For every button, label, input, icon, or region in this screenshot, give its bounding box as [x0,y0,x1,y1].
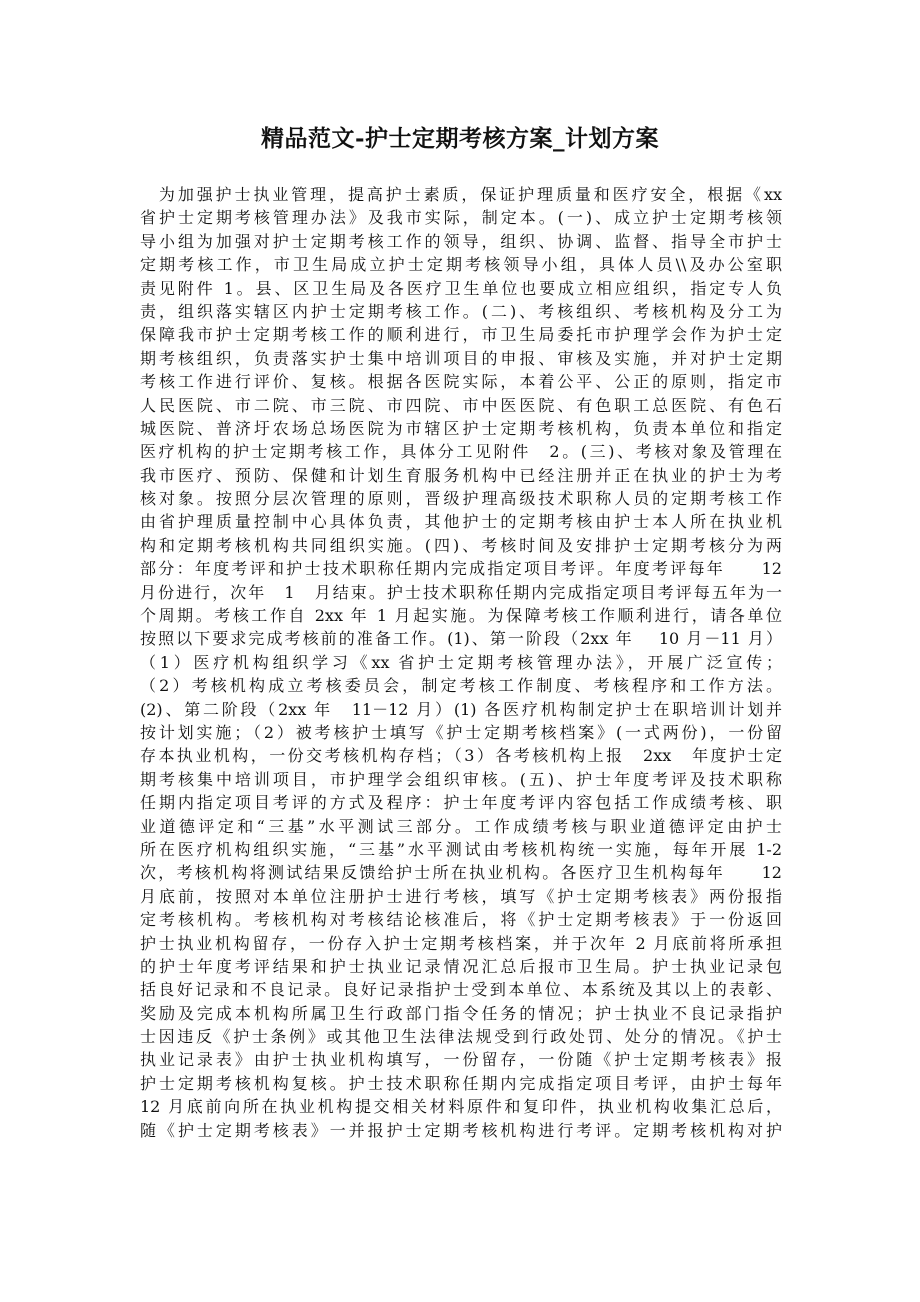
text-line: 括良好记录和不良记录。良好记录指护士受到本单位、本系统及其以上的表彰、 [140,980,782,1000]
text-line: 奖励及完成本机构所属卫生行政部门指令任务的情况；护士执业不良记录指护 [140,1003,782,1023]
text-line: 定期考核工作，市卫生局成立护士定期考核领导小组，具体人员\\及办公室职 [140,255,782,275]
text-line: 为加强护士执业管理，提高护士素质，保证护理质量和医疗安全，根据《xx [140,185,782,204]
text-line: 我市医疗、预防、保健和计划生育服务机构中已经注册并正在执业的护士为考 [140,465,782,485]
text-line: 所在医疗机构组织实施，“三基”水平测试由考核机构统一实施，每年开展 1-2 [140,839,782,859]
text-line: 月底前，按照对本单位注册护士进行考核，填写《护士定期考核表》两份报指 [140,886,782,906]
text-line: （2）考核机构成立考核委员会，制定考核工作制度、考核程序和工作方法。 [140,676,782,696]
text-line: 核对象。按照分层次管理的原则，晋级护理高级技术职称人员的定期考核工作 [140,489,782,509]
text-line: 按照以下要求完成考核前的准备工作。(1)、第一阶段（2xx 年 10 月－11 月） [140,629,782,649]
text-line: 责，组织落实辖区内护士定期考核工作。(二)、考核组织、考核机构及分工为 [140,301,782,321]
text-line: (2)、第二阶段（2xx 年 11－12 月）(1) 各医疗机构制定护士在职培训计划并 [140,699,782,719]
text-line: 由省护理质量控制中心具体负责，其他护士的定期考核由护士本人所在执业机 [140,512,782,532]
text-line: 省护士定期考核管理办法》及我市实际，制定本。(一)、成立护士定期考核领 [140,208,782,228]
text-line: 构和定期考核机构共同组织实施。(四)、考核时间及安排护士定期考核分为两 [140,535,782,555]
text-line: 个周期。考核工作自 2xx 年 1 月起实施。为保障考核工作顺利进行，请各单位 [140,606,782,626]
document-body [140,183,782,1142]
text-line: （1）医疗机构组织学习《xx 省护士定期考核管理办法》，开展广泛宣传； [140,652,782,672]
text-line: 医疗机构的护士定期考核工作，具体分工见附件 2。(三)、考核对象及管理在 [140,442,782,462]
text-line: 士因违反《护士条例》或其他卫生法律法规受到行政处罚、处分的情况。《护士 [140,1027,782,1047]
text-line: 的护士年度考评结果和护士执业记录情况汇总后报市卫生局。护士执业记录包 [140,956,782,976]
text-line: 月份进行，次年 1 月结束。护士技术职称任期内完成指定项目考评每五年为一 [140,582,782,602]
text-line: 城医院、普济圩农场总场医院为市辖区护士定期考核机构，负责本单位和指定 [140,418,782,438]
text-line: 按计划实施；（2）被考核护士填写《护士定期考核档案》(一式两份)，一份留 [140,722,782,742]
text-line: 定考核机构。考核机构对考核结论核准后，将《护士定期考核表》于一份返回 [140,910,782,930]
text-line: 12 月底前向所在执业机构提交相关材料原件和复印件，执业机构收集汇总后， [140,1097,782,1117]
text-line: 次，考核机构将测试结果反馈给护士所在执业机构。各医疗卫生机构每年 12 [140,863,782,883]
text-line: 期考核集中培训项目，市护理学会组织审核。(五)、护士年度考评及技术职称 [140,769,782,789]
text-line: 业道德评定和“三基”水平测试三部分。工作成绩考核与职业道德评定由护士 [140,816,782,836]
text-line: 存本执业机构，一份交考核机构存档；（3）各考核机构上报 2xx 年度护士定 [140,746,782,766]
text-line: 期考核组织，负责落实护士集中培训项目的申报、审核及实施，并对护士定期 [140,348,782,368]
text-line: 随《护士定期考核表》一并报护士定期考核机构进行考评。定期考核机构对护 [140,1120,782,1140]
text-line: 部分：年度考评和护士技术职称任期内完成指定项目考评。年度考评每年 12 [140,559,782,579]
text-line: 任期内指定项目考评的方式及程序：护士年度考评内容包括工作成绩考核、职 [140,793,782,813]
text-line: 人民医院、市二院、市三院、市四院、市中医医院、有色职工总医院、有色石 [140,395,782,415]
text-line: 责见附件 1。县、区卫生局及各医疗卫生单位也要成立相应组织，指定专人负 [140,278,782,298]
text-line: 导小组为加强对护士定期考核工作的领导，组织、协调、监督、指导全市护士 [140,231,782,251]
text-line: 保障我市护士定期考核工作的顺利进行，市卫生局委托市护理学会作为护士定 [140,325,782,345]
text-line: 考核工作进行评价、复核。根据各医院实际，本着公平、公正的原则，指定市 [140,372,782,392]
text-line: 护士执业机构留存，一份存入护士定期考核档案，并于次年 2 月底前将所承担 [140,933,782,953]
document-title: 精品范文-护士定期考核方案_计划方案 [260,125,660,152]
text-line: 执业记录表》由护士执业机构填写，一份留存，一份随《护士定期考核表》报 [140,1050,782,1070]
text-line: 护士定期考核机构复核。护士技术职称任期内完成指定项目考评，由护士每年 [140,1073,782,1093]
